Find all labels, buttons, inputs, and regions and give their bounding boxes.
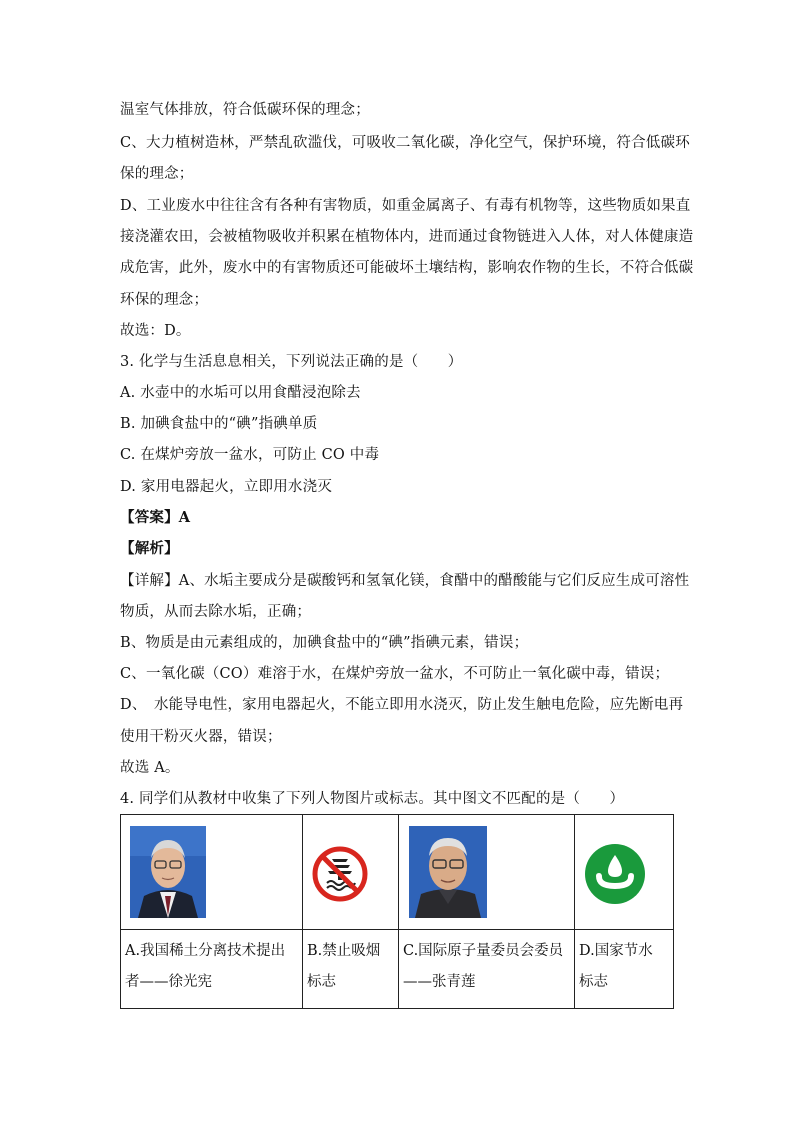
caption-c <box>399 930 575 1009</box>
portrait-zhang-qinglian <box>409 826 487 918</box>
option-c: C. 在煤炉旁放一盆水，可防止 CO 中毒 <box>120 447 380 463</box>
no-smoking-icon <box>311 845 369 903</box>
answer-line: 【答案】A <box>120 509 191 526</box>
text-line: 环保的理念； <box>120 292 209 308</box>
text-line: 温室气体排放，符合低碳环保的理念； <box>120 102 370 118</box>
caption-d <box>575 930 674 1009</box>
text-line: 【详解】A、水垢主要成分是碳酸钙和氢氧化镁，食醋中的醋酸能与它们反应生成可溶性 <box>120 573 690 589</box>
text-line: 成危害，此外，废水中的有害物质还可能破坏土壤结构，影响农作物的生长，不符合低碳 <box>120 260 694 276</box>
text-line: 使用干粉灭火器，错误； <box>120 729 282 745</box>
caption-b <box>303 930 399 1009</box>
caption-b-line2: 标志 <box>307 974 336 990</box>
cell-water-saving-sign <box>575 815 674 930</box>
cell-no-smoking-sign <box>303 815 399 930</box>
caption-b-line1: B.禁止吸烟 <box>307 943 381 959</box>
text-line: 保的理念； <box>120 166 194 182</box>
question-3-stem: 3. 化学与生活息息相关，下列说法正确的是（ ） <box>120 354 463 370</box>
caption-c-line1: C.国际原子量委员会委员 <box>403 943 564 959</box>
text-line: C、一氧化碳（CO）难溶于水，在煤炉旁放一盆水，不可防止一氧化碳中毒，错误； <box>120 666 670 682</box>
text-line: 接浇灌农田，会被植物吸收并积累在植物体内，进而通过食物链进入人体，对人体健康造 <box>120 229 694 245</box>
text-line: B、物质是由元素组成的，加碘食盐中的“碘”指碘元素，错误； <box>120 635 529 651</box>
portrait-xu-guangxian <box>130 826 206 918</box>
caption-d-line2: 标志 <box>579 974 608 990</box>
text-line: D、 水能导电性，家用电器起火，不能立即用水浇灭，防止发生触电危险，应先断电再 <box>120 697 684 713</box>
caption-a-line1: A.我国稀土分离技术提出 <box>125 943 286 959</box>
water-saving-icon <box>584 843 646 905</box>
text-line: 故选 A。 <box>120 760 180 776</box>
option-a: A. 水壶中的水垢可以用食醋浸泡除去 <box>120 385 361 401</box>
text-line: D、工业废水中往往含有各种有害物质，如重金属离子、有毒有机物等，这些物质如果直 <box>120 198 691 214</box>
caption-a <box>121 930 303 1009</box>
option-d: D. 家用电器起火，立即用水浇灭 <box>120 479 333 495</box>
caption-d-line1: D.国家节水 <box>579 943 653 959</box>
cell-xu-guangxian-photo <box>121 815 303 930</box>
text-line: 故选：D。 <box>120 323 191 339</box>
caption-a-line2: 者——徐光宪 <box>125 974 212 990</box>
option-b: B. 加碘食盐中的“碘”指碘单质 <box>120 416 318 432</box>
text-line: 物质，从而去除水垢，正确； <box>120 604 312 620</box>
analysis-heading: 【解析】 <box>120 540 179 557</box>
question-4-stem: 4. 同学们从教材中收集了下列人物图片或标志。其中图文不匹配的是（ ） <box>120 791 625 807</box>
question-4-table <box>120 814 674 1009</box>
text-line: C、大力植树造林，严禁乱砍滥伐，可吸收二氧化碳，净化空气，保护环境，符合低碳环 <box>120 135 690 151</box>
caption-c-line2: ——张青莲 <box>403 974 476 990</box>
cell-zhang-qinglian-photo <box>399 815 575 930</box>
